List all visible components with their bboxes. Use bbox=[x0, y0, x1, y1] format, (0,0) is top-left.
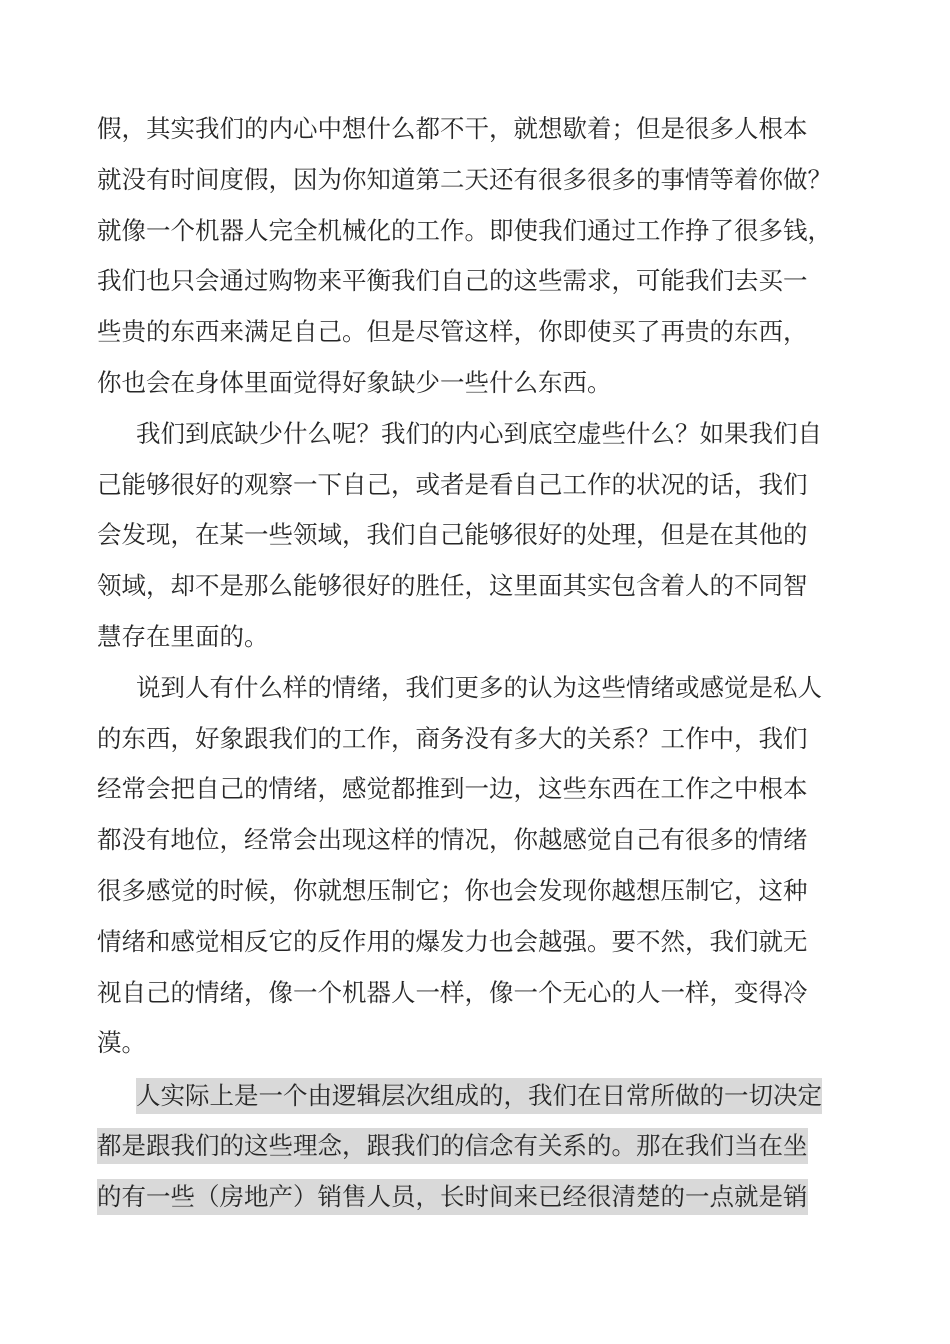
highlighted-text: 人实际上是一个由逻辑层次组成的，我们在日常所做的一切决定 bbox=[136, 1078, 822, 1114]
text-line: 就没有时间度假，因为你知道第二天还有很多很多的事情等着你做？ bbox=[97, 164, 832, 194]
highlighted-text: 的有一些（房地产）销售人员，长时间来已经很清楚的一点就是销 bbox=[97, 1179, 808, 1215]
text-line: 领域，却不是那么能够很好的胜任，这里面其实包含着人的不同智 bbox=[97, 571, 808, 601]
highlighted-text: 都是跟我们的这些理念，跟我们的信念有关系的。那在我们当在坐 bbox=[97, 1128, 808, 1164]
text-line: 我们也只会通过购物来平衡我们自己的这些需求，可能我们去买一 bbox=[97, 266, 808, 296]
text-line: 的东西，好象跟我们的工作，商务没有多大的关系？工作中，我们 bbox=[97, 723, 808, 753]
paragraph-2 bbox=[97, 409, 857, 663]
text-line: 视自己的情绪，像一个机器人一样，像一个无心的人一样，变得冷 bbox=[97, 977, 808, 1007]
highlighted-line bbox=[97, 1171, 857, 1222]
highlighted-line bbox=[97, 1120, 857, 1171]
text-line: 假，其实我们的内心中想什么都不干，就想歇着；但是很多人根本 bbox=[97, 114, 808, 143]
text-line: 很多感觉的时候，你就想压制它；你也会发现你越想压制它，这种 bbox=[97, 875, 808, 905]
text-line: 漠。 bbox=[97, 1028, 146, 1058]
highlighted-line bbox=[97, 1069, 857, 1120]
paragraph-3 bbox=[97, 663, 857, 1069]
text-line: 我们到底缺少什么呢？我们的内心到底空虚些什么？如果我们自 bbox=[136, 418, 822, 448]
text-line: 就像一个机器人完全机械化的工作。即使我们通过工作挣了很多钱， bbox=[97, 215, 832, 245]
text-line: 说到人有什么样的情绪，我们更多的认为这些情绪或感觉是私人 bbox=[136, 672, 822, 702]
text-line: 你也会在身体里面觉得好象缺少一些什么东西。 bbox=[97, 367, 612, 397]
text-line: 些贵的东西来满足自己。但是尽管这样，你即使买了再贵的东西， bbox=[97, 317, 808, 347]
paragraph-1 bbox=[97, 104, 857, 409]
text-line: 己能够很好的观察一下自己，或者是看自己工作的状况的话，我们 bbox=[97, 469, 808, 499]
text-line: 会发现，在某一些领域，我们自己能够很好的处理，但是在其他的 bbox=[97, 520, 808, 550]
text-line: 都没有地位，经常会出现这样的情况，你越感觉自己有很多的情绪 bbox=[97, 825, 808, 855]
document-body bbox=[97, 104, 857, 1222]
paragraph-4-highlighted bbox=[97, 1069, 857, 1221]
text-line: 经常会把自己的情绪，感觉都推到一边，这些东西在工作之中根本 bbox=[97, 774, 808, 804]
text-line: 情绪和感觉相反它的反作用的爆发力也会越强。要不然，我们就无 bbox=[97, 926, 808, 956]
text-line: 慧存在里面的。 bbox=[97, 621, 269, 651]
